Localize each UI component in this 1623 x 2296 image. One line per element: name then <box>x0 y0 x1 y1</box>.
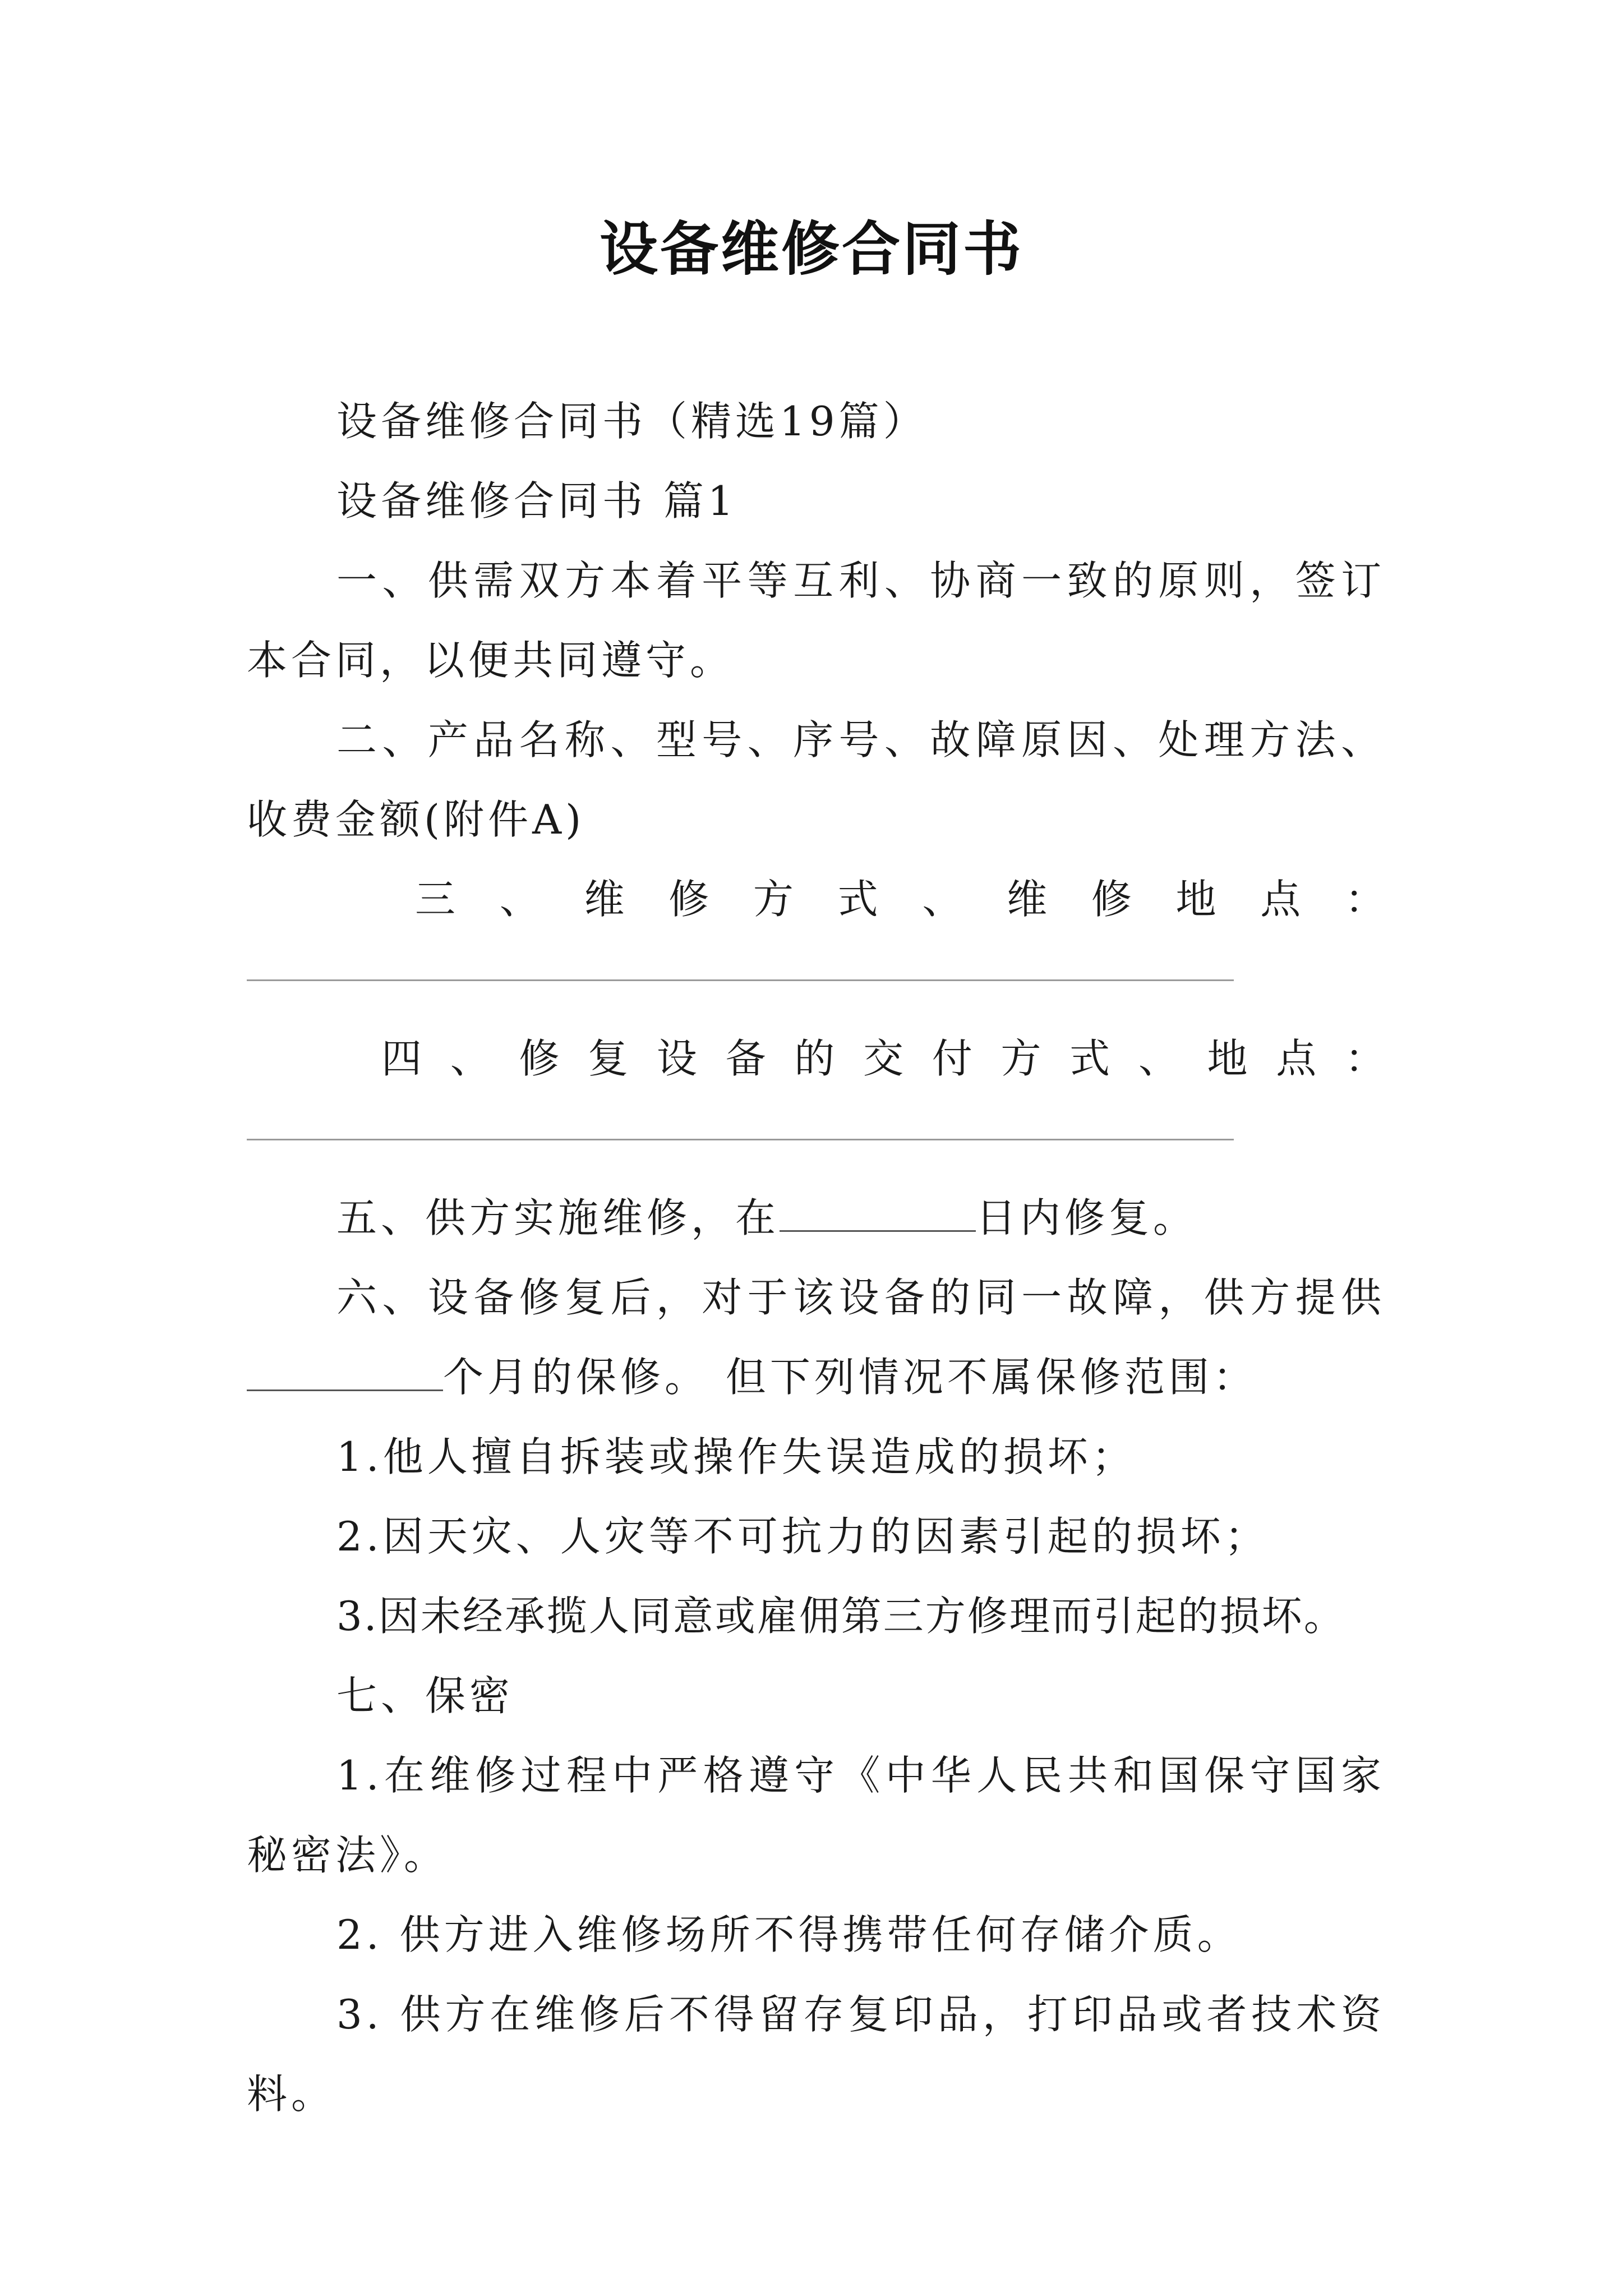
clause-5-text-before: 五、供方实施维修，在 <box>336 1194 780 1241</box>
secrecy-item-3: 3. 供方在维修后不得留存复印品，打印品或者技术资料。 <box>247 1991 1385 2118</box>
clause-6-text-before: 六、设备修复后，对于该设备的同一故障，供方提供 <box>336 1274 1385 1321</box>
exclusion-item-2: 2.因天灾、人灾等不可抗力的因素引起的损坏； <box>336 1513 1269 1560</box>
clause-1: 一、供需双方本着平等互利、协商一致的原则，签订本合同，以便共同遵守。 <box>247 557 1385 684</box>
clause-3-blank-line <box>247 939 1385 1019</box>
section-heading: 设备维修合同书 篇1 <box>336 477 737 524</box>
clause-4-blank-line <box>247 1098 1385 1178</box>
document-title: 设备维修合同书 <box>599 215 1023 283</box>
clause-6-months-blank <box>247 1356 443 1391</box>
exclusion-item-3: 3.因未经承揽人同意或雇佣第三方修理而引起的损坏。 <box>336 1593 1346 1640</box>
clause-5-days-blank <box>780 1197 976 1232</box>
secrecy-item-2: 2. 供方进入维修场所不得携带任何存储介质。 <box>336 1911 1242 1958</box>
clause-6 <box>247 1258 1385 1417</box>
clause-3-label: 三、维修方式、维修地点： <box>415 876 1385 923</box>
document-subtitle: 设备维修合同书（精选19篇） <box>336 398 928 445</box>
clause-4-label: 四、修复设备的交付方式、地点： <box>381 1035 1385 1082</box>
clause-5 <box>247 1178 1385 1258</box>
secrecy-item-1: 1.在维修过程中严格遵守《中华人民共和国保守国家秘密法》。 <box>247 1752 1385 1879</box>
exclusion-item-1: 1.他人擅自拆装或操作失误造成的损坏； <box>336 1433 1136 1480</box>
clause-6-text-after: 个月的保修。 但下列情况不属保修范围： <box>443 1354 1257 1401</box>
clause-7-heading: 七、保密 <box>336 1672 514 1719</box>
clause-2: 二、产品名称、型号、序号、故障原因、处理方法、收费金额(附件A) <box>247 716 1385 843</box>
document-body <box>247 381 1385 2134</box>
clause-5-text-after: 日内修复。 <box>976 1194 1198 1241</box>
